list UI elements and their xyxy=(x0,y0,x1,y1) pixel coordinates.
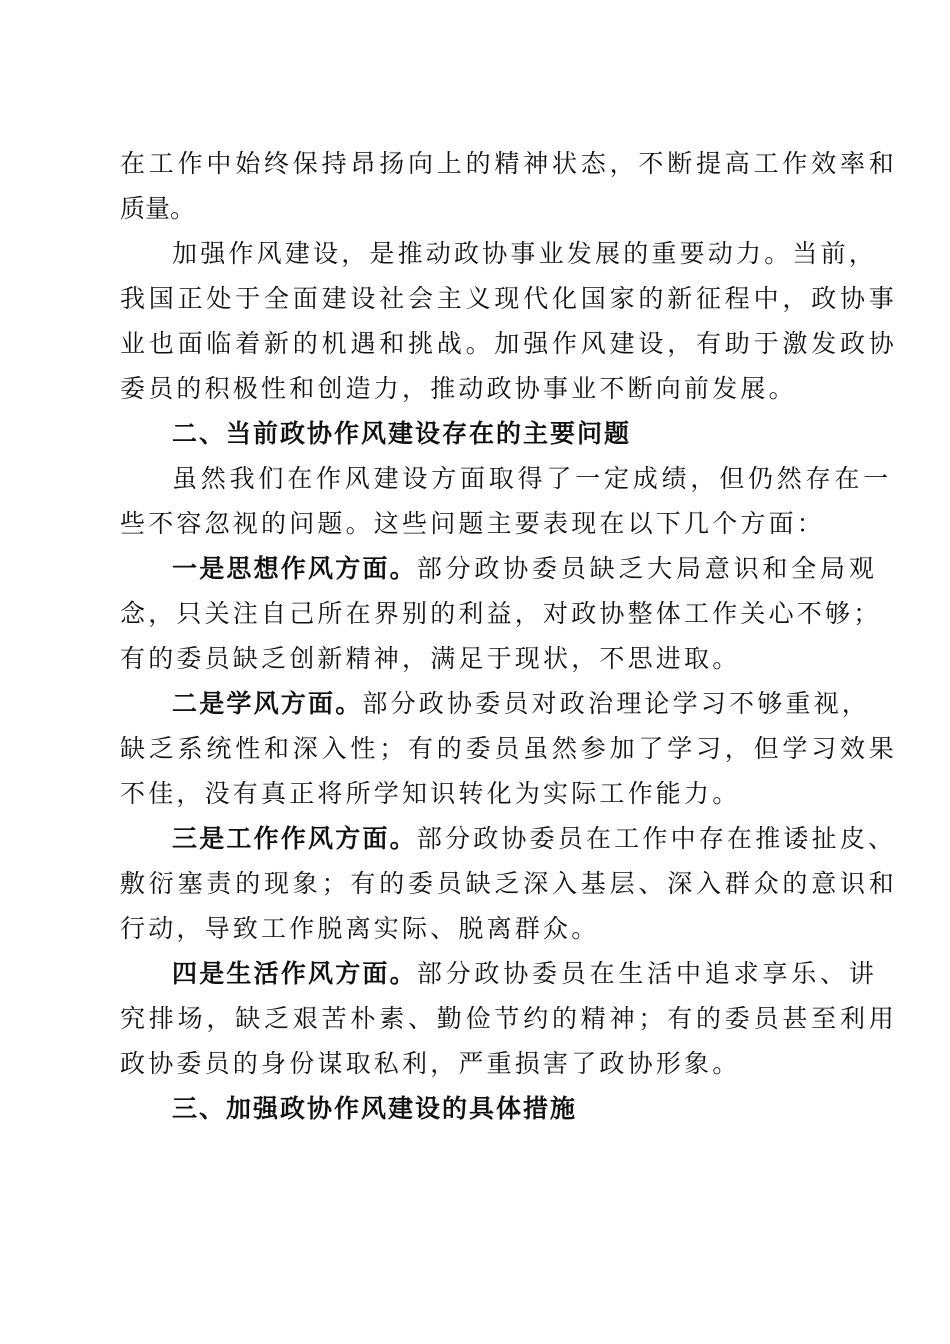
paragraph-text: 部分政协委员对政治理论学习不够重视， xyxy=(362,689,871,718)
paragraph-lead: 四是生活作风方面。 xyxy=(172,959,417,988)
section-heading: 三、加强政协作风建设的具体措施 xyxy=(172,1094,578,1123)
text-line: 政协委员的身份谋取私利，严重损害了政协形象。 xyxy=(120,1049,741,1078)
paragraph-first-line xyxy=(172,681,870,727)
paragraph-first-line xyxy=(172,951,878,997)
text-line: 质量。 xyxy=(120,194,196,223)
text-line: 敷衍塞责的现象；有的委员缺乏深入基层、深入群众的意识和 xyxy=(120,869,898,898)
text-line: 有的委员缺乏创新精神，满足于现状，不思进取。 xyxy=(120,644,741,673)
paragraph-text: 部分政协委员在工作中存在推诿扯皮、 xyxy=(416,824,897,853)
paragraph-first-line xyxy=(172,546,878,592)
section-heading: 二、当前政协作风建设存在的主要问题 xyxy=(172,419,632,448)
paragraph-text: 部分政协委员在生活中追求享乐、讲 xyxy=(416,959,878,988)
text-line: 加强作风建设，是推动政协事业发展的重要动力。当前， xyxy=(172,239,878,268)
text-line: 虽然我们在作风建设方面取得了一定成绩，但仍然存在一 xyxy=(172,464,893,493)
text-line: 业也面临着新的机遇和挑战。加强作风建设，有助于激发政协 xyxy=(120,329,898,358)
paragraph-lead: 三是工作作风方面。 xyxy=(172,824,417,853)
text-line: 行动，导致工作脱离实际、脱离群众。 xyxy=(120,914,600,943)
paragraph-lead: 二是学风方面。 xyxy=(172,689,363,718)
text-line: 念，只关注自己所在界别的利益，对政协整体工作关心不够； xyxy=(120,599,882,628)
text-line: 些不容忽视的问题。这些问题主要表现在以下几个方面： xyxy=(120,509,826,538)
text-line: 缺乏系统性和深入性；有的委员虽然参加了学习，但学习效果 xyxy=(120,734,898,763)
text-line: 不佳，没有真正将所学知识转化为实际工作能力。 xyxy=(120,779,741,808)
text-line: 委员的积极性和创造力，推动政协事业不断向前发展。 xyxy=(120,374,797,403)
text-line: 我国正处于全面建设社会主义现代化国家的新征程中，政协事 xyxy=(120,284,898,313)
text-line: 在工作中始终保持昂扬向上的精神状态，不断提高工作效率和 xyxy=(120,149,898,178)
paragraph-first-line xyxy=(172,816,896,862)
paragraph-lead: 一是思想作风方面。 xyxy=(172,554,417,583)
paragraph-text: 部分政协委员缺乏大局意识和全局观 xyxy=(416,554,878,583)
text-line: 究排场，缺乏艰苦朴素、勤俭节约的精神；有的委员甚至利用 xyxy=(120,1004,898,1033)
